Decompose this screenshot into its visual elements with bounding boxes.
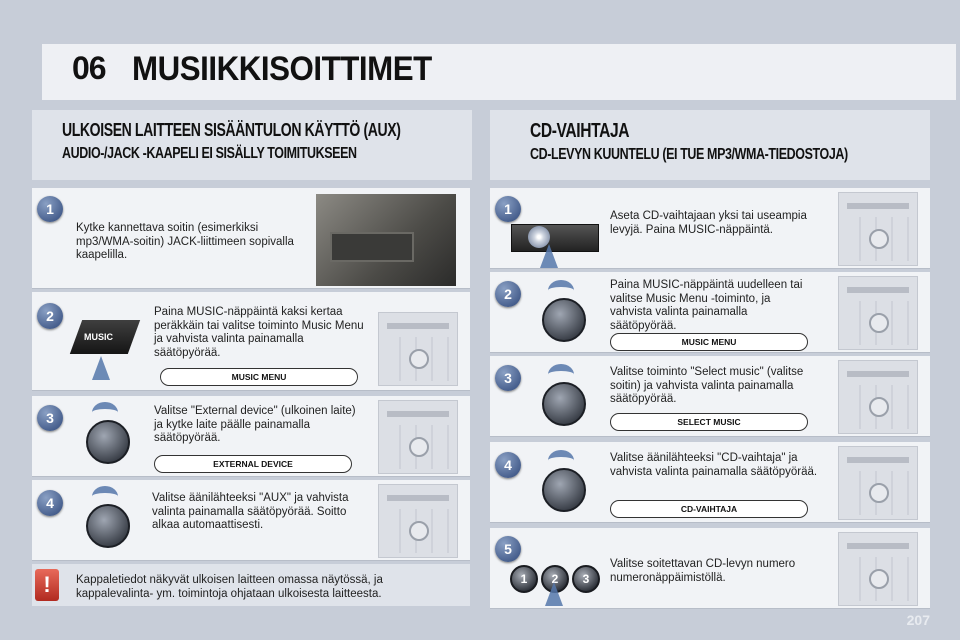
page-title: MUSIIKKISOITTIMET	[132, 50, 432, 88]
radio-panel-image	[378, 400, 458, 474]
left-step-4-badge: 4	[37, 490, 63, 516]
radio-panel-image	[838, 446, 918, 520]
key-1-icon: 1	[510, 565, 538, 593]
right-step-2-badge: 2	[495, 281, 521, 307]
right-step-4-text: Valitse äänilähteeksi "CD-vaihtaja" ja vahvista valinta painamalla säätöpyörää.	[610, 452, 818, 478]
left-section-subtitle: AUDIO-/JACK -KAAPELI EI SISÄLLY TOIMITUKSEEN	[62, 145, 357, 162]
right-step-4-badge: 4	[495, 452, 521, 478]
key-3-icon: 3	[572, 565, 600, 593]
jack-socket-image	[330, 232, 414, 262]
left-step-2-text: Paina MUSIC-näppäintä kaksi kertaa peräkkäin tai valitse toiminto Music Menu ja vahvista valinta painamalla säätöpyörää.	[154, 306, 364, 359]
right-step-3-pill: SELECT MUSIC	[610, 413, 808, 431]
radio-panel-image	[838, 360, 918, 434]
arrow-up-icon	[92, 356, 110, 380]
left-step-3-pill: EXTERNAL DEVICE	[154, 455, 352, 473]
left-step-1-text: Kytke kannettava soitin (esimerkiksi mp3/WMA-soitin) JACK-liittimeen sopivalla kaapelilla.	[76, 222, 294, 261]
radio-panel-image	[378, 312, 458, 386]
right-step-5-text: Valitse soitettavan CD-levyn numero numeronäppäimistöllä.	[610, 558, 796, 584]
right-step-1-badge: 1	[495, 196, 521, 222]
dial-knob-icon	[86, 420, 130, 464]
right-step-2-text: Paina MUSIC-näppäintä uudelleen tai valitse Music Menu -toiminto, ja vahvista valinta painamalla säätöpyörää.	[610, 279, 803, 332]
key-2-icon: 2	[541, 565, 569, 593]
left-step-1-badge: 1	[37, 196, 63, 222]
right-section-subtitle: CD-LEVYN KUUNTELU (EI TUE MP3/WMA-TIEDOSTOJA)	[530, 146, 848, 163]
left-section-title: ULKOISEN LAITTEEN SISÄÄNTULON KÄYTTÖ (AUX)	[62, 120, 401, 140]
right-step-1-text: Aseta CD-vaihtajaan yksi tai useampia levyjä. Paina MUSIC-näppäintä.	[610, 210, 807, 236]
left-step-4-text: Valitse äänilähteeksi "AUX" ja vahvista valinta painamalla säätöpyörää. Soitto alkaa automaattisesti.	[152, 492, 349, 531]
radio-panel-image	[838, 276, 918, 350]
right-step-2-pill: MUSIC MENU	[610, 333, 808, 351]
music-button-label: MUSIC	[84, 332, 113, 342]
radio-panel-image	[838, 192, 918, 266]
radio-panel-image	[378, 484, 458, 558]
warning-icon: !	[35, 569, 59, 601]
right-step-3-badge: 3	[495, 365, 521, 391]
right-step-3-text: Valitse toiminto "Select music" (valitse soitin) ja vahvista valinta painamalla säätöpyörää.	[610, 366, 804, 405]
info-note-text: Kappaletiedot näkyvät ulkoisen laitteen omassa näytössä, ja kappalevalinta- ym. toimintoja ohjataan ulkoisesta laitteesta.	[76, 574, 383, 600]
left-step-3-badge: 3	[37, 405, 63, 431]
dial-knob-icon	[542, 468, 586, 512]
left-step-3-text: Valitse "External device" (ulkoinen laite) ja kytke laite päälle painamalla säätöpyörää.	[154, 405, 356, 444]
radio-panel-image	[838, 532, 918, 606]
page-number: 207	[906, 612, 930, 628]
chapter-number: 06	[72, 50, 106, 86]
dial-knob-icon	[86, 504, 130, 548]
arrow-up-icon	[540, 244, 558, 268]
dial-knob-icon	[542, 382, 586, 426]
left-step-2-badge: 2	[37, 303, 63, 329]
left-step-2-pill: MUSIC MENU	[160, 368, 358, 386]
right-section-title: CD-VAIHTAJA	[530, 120, 630, 142]
arrow-up-icon	[545, 582, 563, 606]
right-step-4-pill: CD-VAIHTAJA	[610, 500, 808, 518]
dial-knob-icon	[542, 298, 586, 342]
right-step-5-badge: 5	[495, 536, 521, 562]
